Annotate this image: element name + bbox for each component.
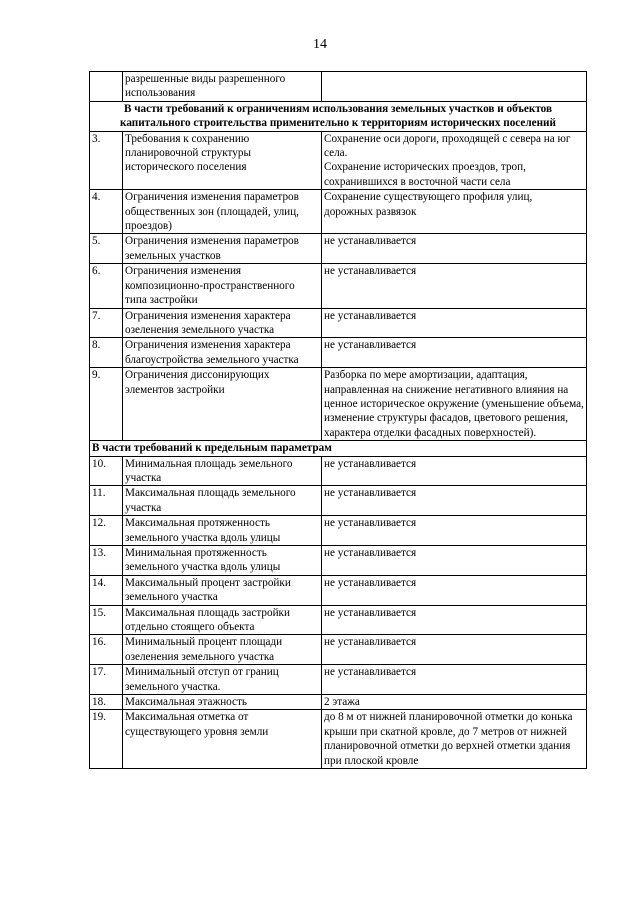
section-title: В части требований к ограничениям использования земельных участков и объектов капитального строительства применительно к территориям исторических поселений [90,101,587,131]
requirement-cell: Максимальный процент застройки земельного участка [123,575,322,605]
table-row [90,72,587,102]
value-cell [322,264,587,308]
value-cell: не устанавливается [322,665,587,695]
row-number: 10. [90,456,123,486]
value-cell: не устанавливается [322,635,587,665]
value-cell [322,234,587,264]
value-paragraph: Сохранение исторических проездов, троп, сохранившихся в восточной части села [324,161,526,188]
value-paragraph: Сохранение оси дороги, проходящей с севера на юг села. [324,132,571,160]
requirement-cell: Ограничения изменения композиционно-пространственного типа застройки [123,264,322,308]
row-number [90,72,123,102]
table-row [90,665,587,695]
table-row [90,546,587,576]
value-cell [322,190,587,234]
requirement-cell: Максимальная отметка от существующего уровня земли [123,710,322,769]
row-number: 18. [90,695,123,710]
requirement-cell: Ограничения изменения параметров общественных зон (площадей, улиц, проездов) [123,190,322,234]
regulations-table [89,71,587,769]
value-cell [322,131,587,190]
value-paragraph: не устанавливается [324,309,417,322]
requirement-cell: Ограничения изменения характера благоустройства земельного участка [123,338,322,368]
table-row [90,368,587,441]
table-row [90,264,587,308]
value-cell: не устанавливается [322,605,587,635]
requirement-cell: Минимальный отступ от границ земельного участка. [123,665,322,695]
section-title: В части требований к предельным параметрам [90,441,587,456]
section-header-row [90,101,587,131]
row-number: 12. [90,516,123,546]
value-cell [322,368,587,441]
requirement-cell: Ограничения изменения характера озеленения земельного участка [123,308,322,338]
table-row [90,308,587,338]
requirement-cell: Ограничения изменения параметров земельных участков [123,234,322,264]
row-number: 5. [90,234,123,264]
value-cell [322,72,587,102]
table-row [90,695,587,710]
requirement-cell: Минимальная площадь земельного участка [123,456,322,486]
value-cell: не устанавливается [322,546,587,576]
value-cell: до 8 м от нижней планировочной отметки до конька крыши при скатной кровле, до 7 метров от нижней планировочной отметки до верхней отметки здания при плоской кровле [322,710,587,769]
page-number: 14 [313,37,327,52]
table-row [90,456,587,486]
table-row [90,190,587,234]
table-row [90,516,587,546]
row-number: 8. [90,338,123,368]
value-cell [322,308,587,338]
table-row [90,710,587,769]
value-paragraph: Сохранение существующего профиля улиц, дорожных развязок [324,191,533,218]
requirement-cell: Требования к сохранению планировочной структуры исторического поселения [123,131,322,190]
requirement-cell: Ограничения диссонирующих элементов застройки [123,368,322,441]
requirement-cell: Минимальная протяженность земельного участка вдоль улицы [123,546,322,576]
row-number: 6. [90,264,123,308]
row-number: 9. [90,368,123,441]
table-row [90,338,587,368]
row-number: 19. [90,710,123,769]
value-paragraph: не устанавливается [324,339,417,352]
table-row [90,605,587,635]
row-number: 13. [90,546,123,576]
requirement-cell: Максимальная площадь застройки отдельно стоящего объекта [123,605,322,635]
value-cell: не устанавливается [322,486,587,516]
requirement-cell: Максимальная этажность [123,695,322,710]
value-cell: 2 этажа [322,695,587,710]
row-number: 11. [90,486,123,516]
value-cell [322,338,587,368]
requirement-cell: разрешенные виды разрешенного использования [123,72,322,102]
row-number: 14. [90,575,123,605]
section-header-row [90,441,587,456]
table-row [90,234,587,264]
value-paragraph: не устанавливается [324,265,417,278]
table-row [90,486,587,516]
row-number: 3. [90,131,123,190]
value-paragraph: Разборка по мере амортизации, адаптация, направленная на снижение негативного влияния на ценное историческое окружение (уменьшение объема, изменение структуры фасадов, цветового решения, характера отделки фасадных поверхностей). [324,369,584,439]
value-paragraph: не устанавливается [324,235,417,248]
value-cell: не устанавливается [322,456,587,486]
row-number: 17. [90,665,123,695]
row-number: 4. [90,190,123,234]
requirement-cell: Максимальная протяженность земельного участка вдоль улицы [123,516,322,546]
table-row [90,575,587,605]
row-number: 15. [90,605,123,635]
value-cell: не устанавливается [322,516,587,546]
row-number: 16. [90,635,123,665]
requirement-cell: Максимальная площадь земельного участка [123,486,322,516]
table-row [90,635,587,665]
requirement-cell: Минимальный процент площади озеленения земельного участка [123,635,322,665]
row-number: 7. [90,308,123,338]
value-cell: не устанавливается [322,575,587,605]
table-row [90,131,587,190]
